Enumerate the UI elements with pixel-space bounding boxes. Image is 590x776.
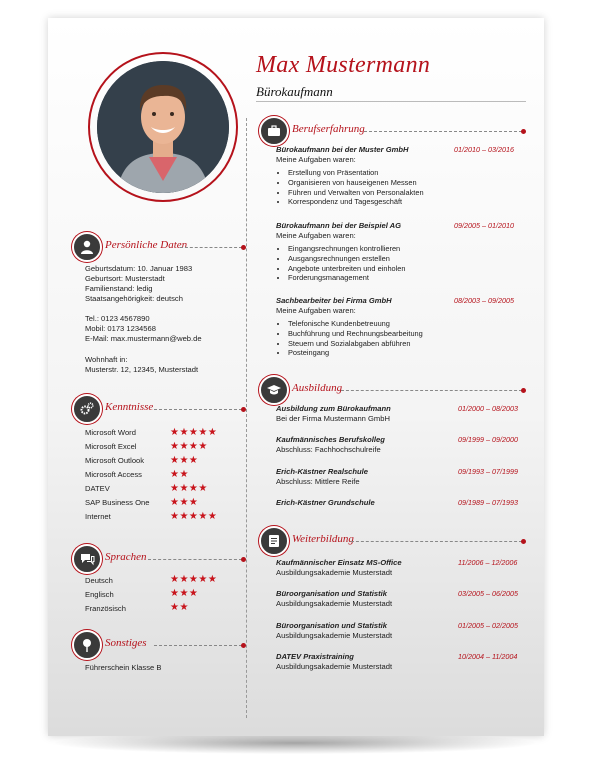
education-title: Kaufmännisches Berufskolleg	[276, 435, 385, 444]
training-title: Kaufmännischer Einsatz MS-Office	[276, 558, 402, 567]
skill-rating-stars: ★★★★	[170, 483, 208, 494]
experience-task-list	[276, 319, 423, 358]
skill-rating-stars: ★★★	[170, 455, 199, 466]
section-title-languages: Sprachen	[105, 551, 147, 563]
candidate-job-title: Bürokaufmann	[256, 84, 333, 99]
experience-task: • Buchführung und Rechnungsbearbeitung	[288, 329, 423, 339]
skill-rating-stars: ★★★★	[170, 441, 208, 452]
experience-title: Bürokaufmann bei der Beispiel AG	[276, 221, 402, 230]
training-detail: Ausbildungsakademie Musterstadt	[276, 662, 393, 671]
section-title-skills: Kenntnisse	[105, 401, 154, 413]
personal-line: Wohnhaft in:	[85, 355, 128, 364]
experience-task-list	[276, 168, 424, 207]
personal-address: Musterstr. 12, 12345, Musterstadt	[85, 365, 199, 374]
personal-line: Geburtsdatum: 10. Januar 1983	[85, 264, 193, 273]
pushpin-icon	[72, 630, 102, 660]
skill-label: DATEV	[85, 484, 110, 493]
language-rating-stars: ★★★★★	[170, 574, 218, 585]
experience-task: • Organisieren von hauseigenen Messen	[288, 178, 424, 188]
section-title-training: Weiterbildung	[292, 533, 354, 545]
education-detail: Bei der Firma Mustermann GmbH	[276, 414, 390, 423]
section-rule-other	[154, 645, 242, 646]
section-rule-training	[351, 541, 522, 542]
other-item: Führerschein Klasse B	[85, 663, 162, 672]
personal-line: Familienstand: ledig	[85, 284, 153, 293]
experience-task: • Erstellung von Präsentation	[288, 168, 424, 178]
skill-rating-stars: ★★★★★	[170, 511, 218, 522]
language-rating-stars: ★★	[170, 602, 189, 613]
experience-task: • Telefonische Kundenbetreuung	[288, 319, 423, 329]
section-rule-personal	[180, 247, 242, 248]
experience-task: • Steuern und Sozialabgaben abführen	[288, 339, 423, 349]
skill-label: Internet	[85, 512, 111, 521]
gears-icon	[72, 394, 102, 424]
training-dates: 11/2006 – 12/2006	[458, 558, 518, 567]
speech-bubble-icon	[72, 544, 102, 574]
language-label: Deutsch	[85, 576, 113, 585]
skill-rating-stars: ★★	[170, 469, 189, 480]
training-detail: Ausbildungsakademie Musterstadt	[276, 631, 393, 640]
education-dates: 09/1989 – 07/1993	[458, 498, 518, 507]
personal-mobile: Mobil: 0173 1234568	[85, 324, 156, 333]
training-dates: 10/2004 – 11/2004	[458, 652, 518, 661]
experience-intro: Meine Aufgaben waren:	[276, 155, 356, 164]
training-title: DATEV Praxistraining	[276, 652, 354, 661]
section-rule-experience	[364, 131, 522, 132]
education-title: Ausbildung zum Bürokaufmann	[276, 404, 391, 413]
training-detail: Ausbildungsakademie Musterstadt	[276, 599, 393, 608]
language-label: Französisch	[85, 604, 126, 613]
skill-rating-stars: ★★★	[170, 497, 199, 508]
training-dates: 03/2005 – 06/2005	[458, 589, 518, 598]
language-rating-stars: ★★★	[170, 588, 199, 599]
education-title: Erich-Kästner Grundschule	[276, 498, 375, 507]
training-dates: 01/2005 – 02/2005	[458, 621, 518, 630]
skill-label: SAP Business One	[85, 498, 150, 507]
experience-intro: Meine Aufgaben waren:	[276, 306, 356, 315]
experience-dates: 08/2003 – 09/2005	[454, 296, 514, 305]
education-detail: Abschluss: Fachhochschulreife	[276, 445, 381, 454]
experience-intro: Meine Aufgaben waren:	[276, 231, 356, 240]
personal-phone: Tel.: 0123 4567890	[85, 314, 150, 323]
education-detail: Abschluss: Mittlere Reife	[276, 477, 360, 486]
training-detail: Ausbildungsakademie Musterstadt	[276, 568, 393, 577]
experience-task: • Posteingang	[288, 348, 423, 358]
section-rule-skills	[154, 409, 242, 410]
profile-photo-ring	[88, 52, 238, 202]
skill-label: Microsoft Excel	[85, 442, 137, 451]
skill-label: Microsoft Access	[85, 470, 142, 479]
experience-task: • Führen und Verwalten von Personalakten	[288, 188, 424, 198]
personal-line: Geburtsort: Musterstadt	[85, 274, 165, 283]
experience-task-list	[276, 244, 406, 283]
section-title-other: Sonstiges	[105, 637, 147, 649]
personal-email: E-Mail: max.mustermann@web.de	[85, 334, 202, 343]
experience-task: • Eingangsrechnungen kontrollieren	[288, 244, 406, 254]
education-dates: 09/1999 – 09/2000	[458, 435, 518, 444]
person-icon	[72, 232, 102, 262]
profile-photo	[97, 61, 229, 193]
section-rule-education	[341, 390, 522, 391]
experience-title: Bürokaufmann bei der Muster GmbH	[276, 145, 409, 154]
experience-title: Sachbearbeiter bei Firma GmbH	[276, 296, 392, 305]
training-title: Büroorganisation und Statistik	[276, 621, 387, 630]
language-label: Englisch	[85, 590, 114, 599]
resume-sheet	[48, 18, 544, 736]
skill-rating-stars: ★★★★★	[170, 427, 218, 438]
training-title: Büroorganisation und Statistik	[276, 589, 387, 598]
experience-dates: 09/2005 – 01/2010	[454, 221, 514, 230]
section-title-education: Ausbildung	[292, 382, 343, 394]
skill-label: Microsoft Outlook	[85, 456, 145, 465]
skill-label: Microsoft Word	[85, 428, 136, 437]
section-title-experience: Berufserfahrung	[292, 123, 365, 135]
education-title: Erich-Kästner Realschule	[276, 467, 369, 476]
experience-dates: 01/2010 – 03/2016	[454, 145, 514, 154]
personal-line: Staatsangehörigkeit: deutsch	[85, 294, 183, 303]
certificate-icon	[259, 526, 289, 556]
experience-task: • Forderungsmanagement	[288, 273, 406, 283]
education-dates: 09/1993 – 07/1999	[458, 467, 518, 476]
briefcase-icon	[259, 116, 289, 146]
experience-task: • Korrespondenz und Tagesgeschäft	[288, 197, 424, 207]
experience-task: • Angebote unterbreiten und einholen	[288, 264, 406, 274]
title-divider	[256, 101, 526, 102]
graduation-cap-icon	[259, 375, 289, 405]
column-divider	[246, 118, 247, 718]
experience-task: • Ausgangsrechnungen erstellen	[288, 254, 406, 264]
candidate-name: Max Mustermann	[256, 52, 431, 78]
section-title-personal: Persönliche Daten	[105, 239, 188, 251]
education-dates: 01/2000 – 08/2003	[458, 404, 518, 413]
section-rule-languages	[148, 559, 242, 560]
